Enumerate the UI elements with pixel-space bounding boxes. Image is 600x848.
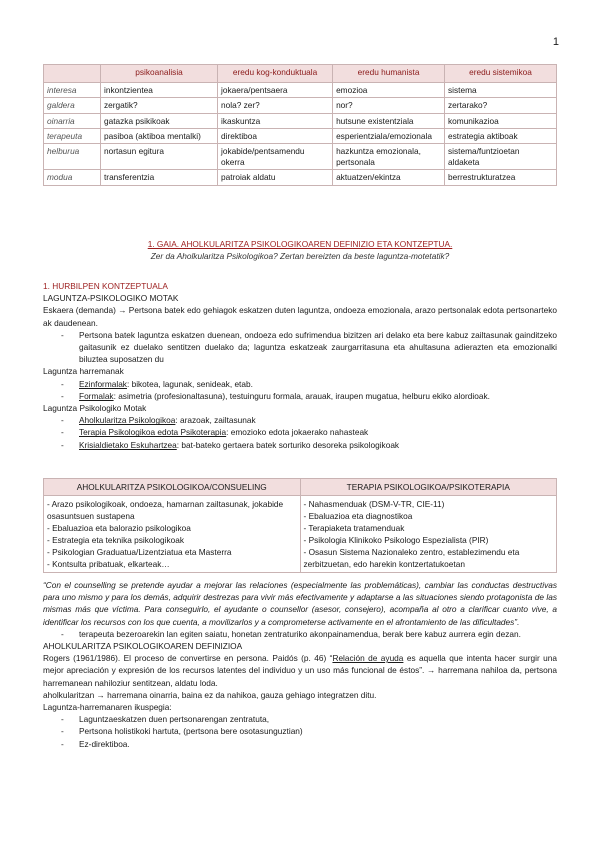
list-item (43, 378, 557, 390)
list-item: - Psikologian Graduatua/Lizentziatua eta Masterra (47, 547, 232, 557)
term-text: : bikotea, lagunak, senideak, etab. (126, 378, 253, 389)
table-row (44, 129, 557, 144)
table-row (44, 83, 557, 98)
heading-hurbilpen: 1. HURBILPEN KONTZEPTUALA (43, 281, 168, 291)
rogers-text: es aquella que intenta hacer surgir una mejor apreciación y expresión de los recursos latentes del individuo y un uso más funcional de éstos”. → harremana nahiloa da, pertsona harremanean nahiloziur sentitzean, aldatu loda. (43, 653, 557, 688)
list-item (43, 414, 557, 426)
table-cell: pasiboa (aktiboa mentalki) (101, 129, 218, 144)
table-row (44, 98, 557, 113)
list-item: - Nahasmenduak (DSM-V-TR, CIE-11) (303, 499, 445, 509)
table-cell: komunikazioa (445, 113, 557, 128)
list-item: - Ebaluazioa eta diagnostikoa (303, 511, 413, 521)
table-header-cell: eredu humanista (333, 65, 445, 83)
table-cell (44, 496, 301, 573)
table-header-cell: AHOLKULARITZA PSIKOLOGIKOA/CONSUELING (44, 479, 301, 496)
table-row (44, 144, 557, 170)
heading-ikuspegia: Laguntza-harremanaren ikuspegia: (43, 702, 172, 713)
row-label: terapeuta (44, 129, 101, 144)
main-content (43, 280, 557, 451)
table-cell (300, 496, 557, 573)
table-cell: nortasun egitura (101, 144, 218, 170)
paragraph-aholkularitza: aholkularitzan → harremana oinarria, baina ez da nahikoa, gauza gehiago integratzen ditu. (43, 689, 377, 700)
row-label: oinarria (44, 113, 101, 128)
list-item: - terapeuta bezeroarekin lan egiten saiatu, honetan zentraturiko akonpainamendua, berak bere kabuz aurrera egin dezan. (43, 628, 557, 640)
table-row (44, 113, 557, 128)
list-item (43, 439, 557, 451)
section-title: 1. GAIA. AHOLKULARITZA PSIKOLOGIKOAREN DEFINIZIO ETA KONTZEPTUA. (147, 239, 453, 249)
term-label: Terapia Psikologikoa edota Psikoterapia (79, 427, 227, 438)
term-text: : emozioko edota jokaerako nahasteak (226, 427, 369, 438)
list-item: - Estrategia eta teknika psikologikoak (47, 535, 184, 545)
table-header-row (44, 65, 557, 83)
table-cell: transferentzia (101, 170, 218, 185)
section-heading (43, 238, 557, 262)
list-item: - Arazo psikologikoak, ondoeza, hamarnan zailtasunak, jokabide osasuntsuen sustapena (47, 499, 284, 521)
relacion-de-ayuda-term: Relación de ayuda (332, 653, 404, 664)
table-cell: zertarako? (445, 98, 557, 113)
list-item: - Terapiaketa tratamenduak (303, 523, 405, 533)
list-item (43, 390, 557, 402)
row-label: helburua (44, 144, 101, 170)
table-cell: zergatik? (101, 98, 218, 113)
term-label: Formalak (79, 390, 114, 401)
term-text: : asimetria (profesionaltasuna), testuinguru formala, arauak, iraupen mugatua, helburu ekiko alordioak. (113, 390, 490, 401)
table-cell: hutsune existentziala (333, 113, 445, 128)
page-number: 1 (552, 36, 559, 48)
table-row (44, 170, 557, 185)
row-label: interesa (44, 83, 101, 98)
list-item: - Laguntzaeskatzen duen pertsonarengan zentratuta, (43, 713, 557, 725)
row-label: modua (44, 170, 101, 185)
heading-harremanak: Laguntza harremanak (43, 366, 124, 377)
list-item: - Ez-direktiboa. (43, 738, 557, 750)
table-cell: jokaera/pentsaera (218, 83, 333, 98)
list-item: - Ebaluazioa eta balorazio psikologikoa (47, 523, 191, 533)
table-cell: berrestrukturatzea (445, 170, 557, 185)
term-text: : bat-bateko gertaera batek sorturiko desoreka psikologikoak (176, 439, 400, 450)
list-item: - Kontsulta pribatuak, elkarteak… (47, 559, 170, 569)
paragraph-rogers (43, 652, 557, 689)
list-item: - Psikologia Klinikoko Psikologo Espezialista (PIR) (303, 535, 489, 545)
table-cell: esperientziala/emozionala (333, 129, 445, 144)
table-cell: ikaskuntza (218, 113, 333, 128)
table-cell: inkontzientea (101, 83, 218, 98)
row-label: galdera (44, 98, 101, 113)
list-item: - Pertsona batek laguntza eskatzen duenean, ondoeza edo sufrimendua bizitzen ari delako eta bere kabuz zailtasunak gainditzeko gaitasunik ez duelako sentitzen duelako da; laguntza eskatzeak zaurgarritasuna eta ahultasuna adierazten eta emozionalki biluztea suposatzen du (43, 329, 557, 366)
table-header-cell (44, 65, 101, 83)
rogers-text: Rogers (1961/1986). El proceso de convertirse en persona. Paidós (p. 46) “ (43, 653, 333, 664)
lower-content (43, 579, 557, 750)
heading-laguntza-motak: LAGUNTZA-PSIKOLOGIKO MOTAK (43, 293, 179, 304)
table-cell: sistema (445, 83, 557, 98)
term-text: : arazoak, zailtasunak (175, 415, 256, 426)
table-cell: sistema/funtzioetan aldaketa (445, 144, 557, 170)
table-cell: gatazka psikikoak (101, 113, 218, 128)
table-cell: jokabide/pentsamendu okerra (218, 144, 333, 170)
counseling-vs-therapy-table (43, 478, 557, 573)
table-cell: direktiboa (218, 129, 333, 144)
table-cell: aktuatzen/ekintza (333, 170, 445, 185)
table-header-cell: eredu kog-konduktuala (218, 65, 333, 83)
table-cell: emozioa (333, 83, 445, 98)
heading-motak: Laguntza Psikologiko Motak (43, 403, 147, 414)
term-label: Ezinformalak (79, 378, 127, 389)
table-header-row (44, 479, 557, 496)
counselling-quote: “Con el counselling se pretende ayudar a mejorar las relaciones (especialmente las problemáticas), cambiar las conductas destructivas para uno mismo y para los demás, adquirir destrezas para vivir más efectivamente y adaptarse a las situaciones siendo protagonista de las mismas más que víctima. Para conseguirlo, el ayudante o counsellor (asesor, consejero), acompaña al otro a clarificar cuanto vive, a identificar los recursos con los que cuenta, a movilizarlos y a comprometerse activamente en el afrontamiento de las dificultades”. (43, 580, 557, 627)
table-cell: nor? (333, 98, 445, 113)
table-row (44, 496, 557, 573)
term-label: Krisialdietako Eskuhartzea (79, 439, 177, 450)
term-label: Aholkularitza Psikologikoa (79, 415, 176, 426)
table-header-cell: TERAPIA PSIKOLOGIKOA/PSIKOTERAPIA (300, 479, 557, 496)
list-item: - Osasun Sistema Nazionaleko zentro, establezimendu eta zerbitzuetan, edo harekin kontzertatukoetan (303, 547, 520, 569)
table-cell: estrategia aktiboak (445, 129, 557, 144)
table-cell: patroiak aldatu (218, 170, 333, 185)
list-item: - Pertsona holistikoki hartuta, (pertsona bere osotasunguztian) (43, 725, 557, 737)
table-header-cell: psikoanalisia (101, 65, 218, 83)
heading-definizioa: AHOLKULARITZA PSIKOLOGIKOAREN DEFINIZIOA (43, 641, 243, 652)
table-cell: hazkuntza emozionala, pertsonala (333, 144, 445, 170)
section-subtitle: Zer da Aholkularitza Psikologikoa? Zertan bereizten da beste laguntza-motetatik? (150, 251, 450, 262)
table-cell: nola? zer? (218, 98, 333, 113)
paragraph-eskaera: Eskaera (demanda) → Pertsona batek edo gehiagok eskatzen duten laguntza, ondoeza emozionala, arazo pertsonalak edota pertsonarteko ak daudenean. (43, 305, 557, 328)
models-comparison-table (43, 64, 557, 186)
table-header-cell: eredu sistemikoa (445, 65, 557, 83)
list-item (43, 426, 557, 438)
